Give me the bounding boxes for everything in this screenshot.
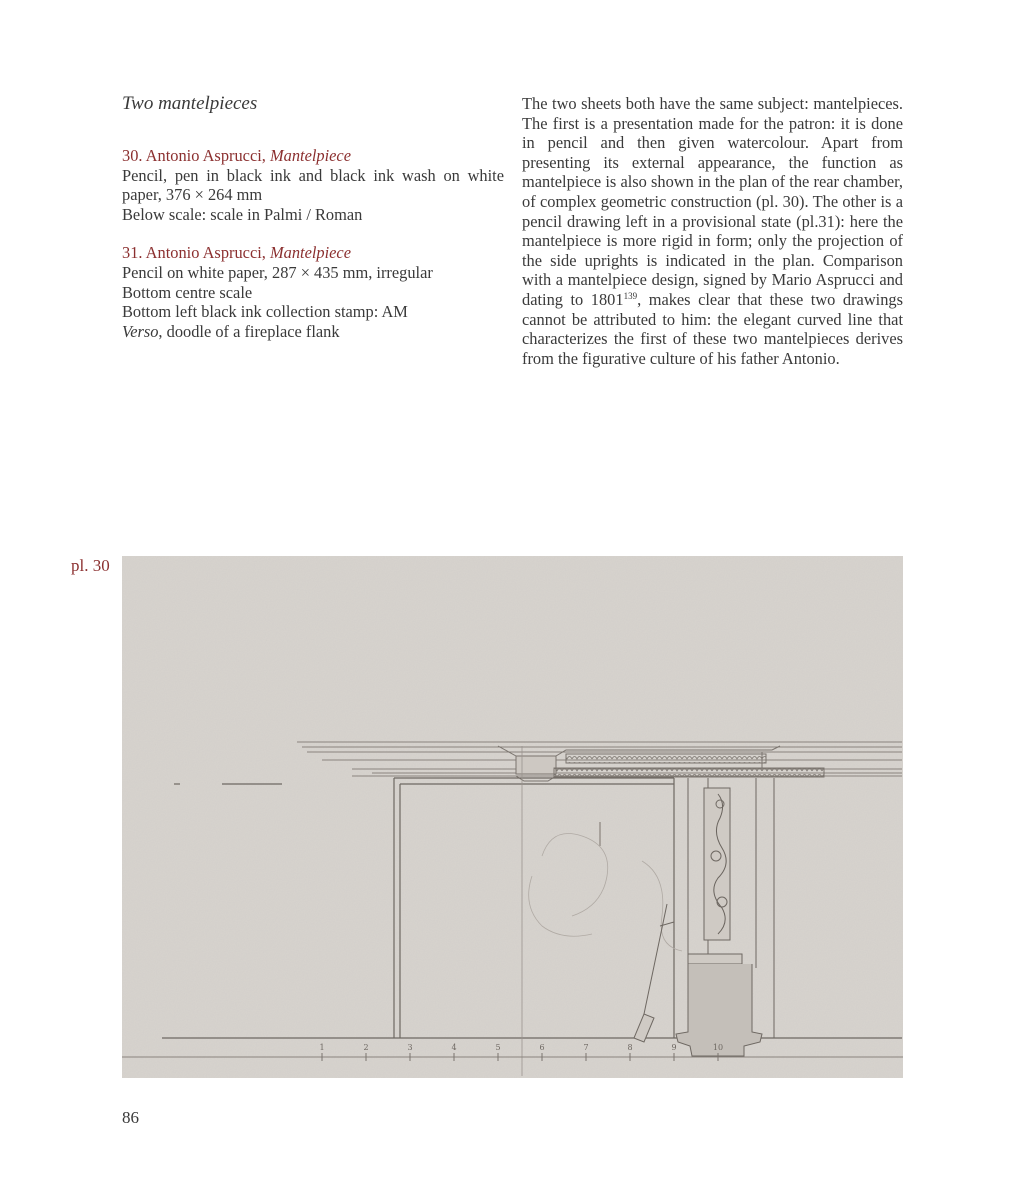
plate-label: pl. 30	[71, 556, 110, 575]
scale-tick-label: 8	[627, 1043, 633, 1052]
paper-grain	[122, 556, 903, 1078]
plate-drawing-mantelpiece	[122, 556, 903, 1078]
footnote-reference[interactable]: 139	[623, 290, 638, 301]
verso-text: , doodle of a fireplace flank	[158, 321, 340, 341]
entry-heading	[122, 243, 504, 263]
scale-tick-label: 1	[319, 1043, 325, 1052]
body-text-part-1: The two sheets both have the same subject: mantelpieces. The first is a presentation made for the patron: it is done in pencil and then given watercolour. Apart from presenting its external appearance, the function as mantelpiece is also shown in the plan of the rear chamber, of complex geometric construction (pl. 30). The other is a pencil drawing left in a provisional state (pl.31): here the mantelpiece is more rigid in form; only the projection of the side uprights is indicated in the plan. Comparison with a mantelpiece design, signed by Mario Asprucci and dating to 1801	[522, 94, 903, 309]
entry-artist: 30. Antonio Asprucci,	[122, 146, 270, 165]
body-text-column	[522, 94, 903, 368]
entry-verso	[122, 322, 504, 342]
scale-tick-label: 4	[451, 1043, 457, 1052]
page-number: 86	[122, 1108, 139, 1127]
catalogue-entry-31	[122, 243, 504, 341]
body-paragraph	[522, 94, 903, 368]
scale-tick-label: 5	[495, 1043, 501, 1052]
scale-tick-label: 10	[712, 1043, 724, 1052]
scale-tick-label: 6	[539, 1043, 545, 1052]
verso-label: Verso	[122, 321, 159, 341]
catalogue-entry-30	[122, 146, 504, 224]
entry-note: Below scale: scale in Palmi / Roman	[122, 204, 363, 224]
mantelpiece-drawing	[122, 556, 903, 1078]
scale-tick-label: 9	[671, 1043, 677, 1052]
entry-medium: Pencil, pen in black ink and black ink wash on white paper, 376 × 264 mm	[122, 165, 504, 205]
catalogue-column	[122, 92, 504, 360]
section-title: Two mantelpieces	[122, 93, 258, 114]
scale-tick-label: 7	[583, 1043, 589, 1052]
entry-artist: 31. Antonio Asprucci,	[122, 243, 270, 263]
entry-title: Mantelpiece	[269, 243, 351, 263]
body-text-part-2: , makes clear that these two drawings cannot be attributed to him: the elegant curved line that characterizes the first of these two mantelpieces derives from the figurative culture of his father Antonio.	[522, 289, 903, 368]
scale-tick-label: 2	[363, 1043, 369, 1052]
scale-tick-label: 3	[407, 1043, 413, 1052]
entry-medium: Pencil on white paper, 287 × 435 mm, irregular	[122, 262, 433, 282]
entry-note: Bottom left black ink collection stamp: AM	[122, 302, 408, 322]
entry-title: Mantelpiece	[269, 146, 351, 165]
entry-note: Bottom centre scale	[122, 282, 253, 302]
entry-heading	[122, 146, 504, 166]
